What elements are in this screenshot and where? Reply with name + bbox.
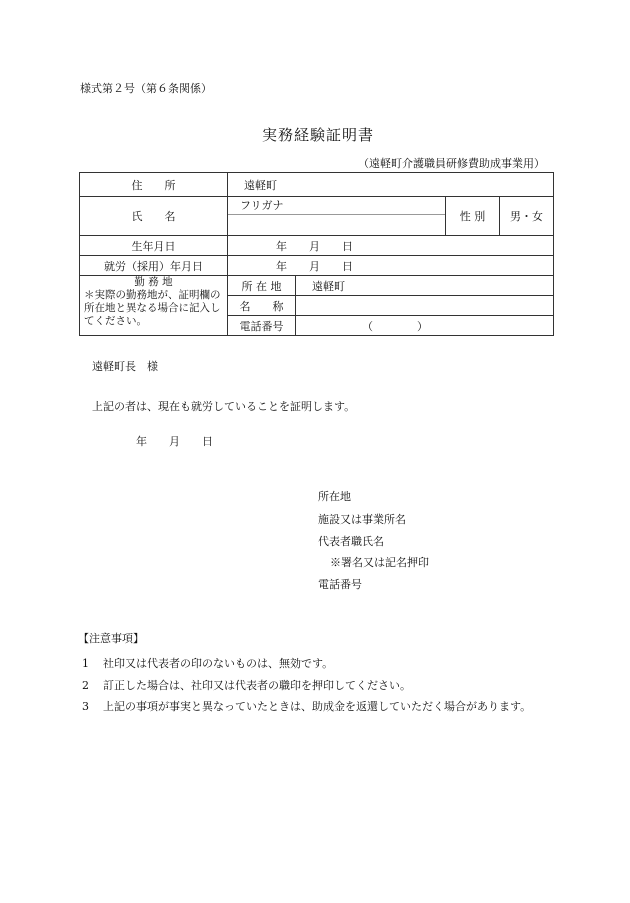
location-label: 所 在 地 xyxy=(228,276,296,296)
name-field[interactable] xyxy=(228,197,446,236)
furigana-label: フリガナ xyxy=(228,197,445,215)
employment-date-row xyxy=(80,256,554,276)
name-row xyxy=(80,197,554,236)
note-number: 1 xyxy=(82,657,89,670)
location-value[interactable]: 遠軽町 xyxy=(296,276,554,296)
note-text: 訂正した場合は、社印又は代表者の職印を押印してください。 xyxy=(103,679,411,692)
certification-text: 上記の者は、現在も就労していることを証明します。 xyxy=(92,400,356,413)
note-item xyxy=(82,655,333,671)
birthdate-label: 生年月日 xyxy=(80,236,228,256)
signature-note: ※署名又は記名押印 xyxy=(330,556,429,569)
notes-heading: 【注意事項】 xyxy=(78,632,144,645)
note-item xyxy=(82,677,411,693)
employment-date-value[interactable]: 年 月 日 xyxy=(228,256,554,276)
workplace-label-cell xyxy=(80,276,228,336)
name-input[interactable] xyxy=(228,215,445,235)
form-number: 様式第２号（第６条関係） xyxy=(80,82,212,95)
certifier-facility: 施設又は事業所名 xyxy=(318,513,406,526)
note-number: 2 xyxy=(82,679,89,692)
workplace-note: ＊実際の勤務地が、証明欄の所在地と異なる場合に記入してください。 xyxy=(84,289,221,327)
page-title: 実務経験証明書 xyxy=(262,126,375,144)
employment-date-label: 就労（採用）年月日 xyxy=(80,256,228,276)
gender-label: 性 別 xyxy=(446,197,500,236)
note-number: 3 xyxy=(82,700,89,713)
facility-name-value[interactable] xyxy=(296,296,554,316)
birthdate-value[interactable]: 年 月 日 xyxy=(228,236,554,256)
subtitle: （遠軽町介護職員研修費助成事業用） xyxy=(358,157,545,170)
workplace-location-row xyxy=(80,276,554,296)
note-text: 社印又は代表者の印のないものは、無効です。 xyxy=(103,657,334,670)
addressee: 遠軽町長 様 xyxy=(92,360,158,373)
certification-date[interactable]: 年 月 日 xyxy=(136,435,213,448)
note-item xyxy=(82,698,531,714)
experience-form-table xyxy=(79,172,554,336)
phone-label: 電話番号 xyxy=(228,316,296,336)
certifier-phone: 電話番号 xyxy=(318,578,362,591)
gender-value[interactable]: 男・女 xyxy=(500,197,554,236)
certifier-representative: 代表者職氏名 xyxy=(318,535,384,548)
birthdate-row xyxy=(80,236,554,256)
address-value[interactable]: 遠軽町 xyxy=(228,173,554,197)
address-row xyxy=(80,173,554,197)
name-label: 氏 名 xyxy=(80,197,228,236)
facility-name-label: 名 称 xyxy=(228,296,296,316)
phone-value[interactable]: （ ） xyxy=(296,316,554,336)
certifier-location: 所在地 xyxy=(318,490,351,503)
address-label: 住 所 xyxy=(80,173,228,197)
note-text: 上記の事項が事実と異なっていたときは、助成金を返還していただく場合があります。 xyxy=(103,700,532,713)
workplace-label: 勤 務 地 xyxy=(134,276,173,288)
